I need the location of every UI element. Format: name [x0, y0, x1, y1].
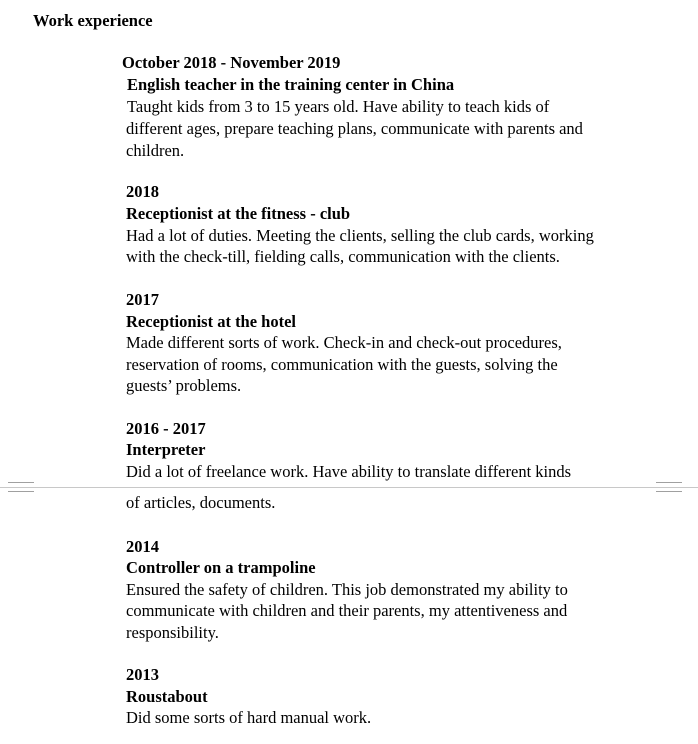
section-heading: Work experience [33, 11, 153, 30]
entry-description-line: guests’ problems. [126, 376, 242, 395]
entry-description-line: reservation of rooms, communication with the guests, solving the [126, 355, 558, 374]
entry-title: Controller on a trampoline [126, 558, 316, 577]
entry-date: 2016 - 2017 [126, 419, 206, 438]
entry-description-line: Did a lot of freelance work. Have ability to translate different kinds [126, 462, 572, 481]
entry-description-line: of articles, documents. [126, 493, 276, 512]
page-break-marker-right [656, 482, 682, 492]
entry-description-line: Ensured the safety of children. This job demonstrated my ability to [126, 580, 568, 599]
entry-title: English teacher in the training center in China [127, 75, 455, 94]
entry-description-line: communicate with children and their parents, my attentiveness and [126, 601, 568, 620]
entry-title: Interpreter [126, 440, 206, 459]
entry-description-line: children. [126, 141, 185, 160]
entry-description-line: with the check-till, fielding calls, communication with the clients. [126, 247, 560, 266]
entry-description-line: Did some sorts of hard manual work. [126, 708, 372, 727]
page-break-line [0, 487, 698, 488]
entry-description-line: Had a lot of duties. Meeting the clients, selling the club cards, working [126, 226, 594, 245]
entry-date: 2014 [126, 537, 159, 556]
entry-date: 2013 [126, 665, 159, 684]
entry-date: October 2018 - November 2019 [122, 53, 341, 72]
entry-date: 2017 [126, 290, 159, 309]
entry-description-line: Taught kids from 3 to 15 years old. Have ability to teach kids of [127, 97, 550, 116]
entry-description-line: Made different sorts of work. Check-in and check-out procedures, [126, 333, 562, 352]
entry-title: Roustabout [126, 687, 208, 706]
entry-description-line: different ages, prepare teaching plans, communicate with parents and [126, 119, 583, 138]
entry-title: Receptionist at the fitness - club [126, 204, 351, 223]
entry-title: Receptionist at the hotel [126, 312, 297, 331]
entry-date: 2018 [126, 182, 159, 201]
entry-description-line: responsibility. [126, 623, 219, 642]
